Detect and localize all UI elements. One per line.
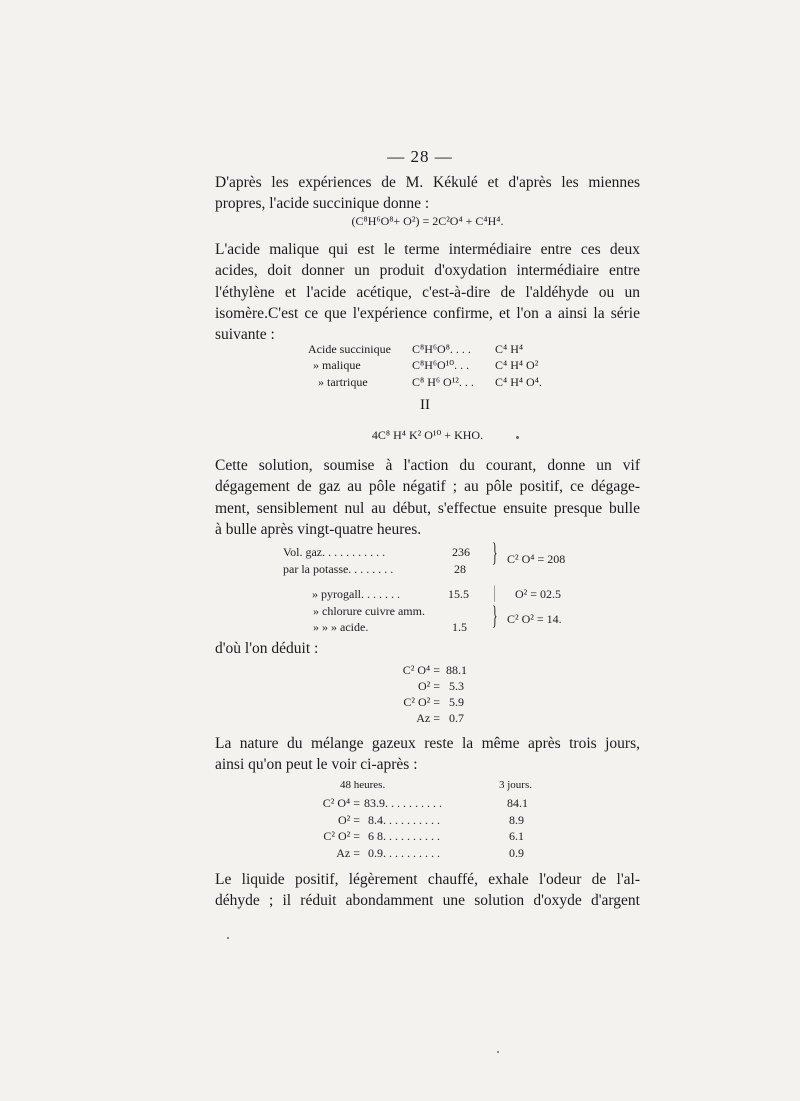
- brace: }: [492, 601, 498, 630]
- gas-result: C² O⁴ = 208: [507, 552, 566, 566]
- series-product: C⁴ H⁴ O²: [495, 358, 539, 372]
- cmp-3j: 84.1: [507, 796, 528, 810]
- col-header-3j: 3 jours.: [499, 779, 532, 791]
- gas-label: Vol. gaz. . . . . . . . . . .: [283, 545, 386, 559]
- series-name: » malique: [313, 358, 361, 372]
- gas-result: C² O² = 14.: [507, 612, 562, 626]
- cmp-3j: 8.9: [509, 813, 524, 827]
- text-line: Cette solution, soumise à l'action du courant, donne un vif: [215, 457, 640, 474]
- brace: }: [492, 538, 498, 567]
- comp-value: 0.7: [449, 711, 464, 725]
- text-line: ainsi qu'on peut le voir ci-après :: [215, 756, 418, 774]
- comp-value: 5.9: [449, 695, 464, 709]
- text-line: propres, l'acide succinique donne :: [215, 195, 430, 213]
- paragraph-nature: [215, 733, 640, 776]
- cmp-48h: 83.9. . . . . . . . . .: [364, 796, 442, 810]
- col-header-48h: 48 heures.: [340, 779, 386, 791]
- cmp-formula: C² O² =: [323, 829, 360, 843]
- comp-formula: C² O² =: [403, 695, 440, 709]
- series-name: » tartrique: [318, 375, 368, 389]
- gas-value: 15.5: [448, 587, 469, 601]
- formula-succinic: (C⁸H⁶O⁸+ O²) = 2C²O⁴ + C⁴H⁴.: [351, 214, 504, 228]
- brace: |: [494, 582, 496, 602]
- ink-speck: [516, 436, 519, 439]
- cmp-48h: 8.4. . . . . . . . . .: [368, 813, 440, 827]
- gas-label: » » » acide.: [313, 620, 369, 634]
- text-line: suivante :: [215, 326, 275, 344]
- gas-value: 28: [454, 562, 466, 576]
- paragraph-malique: [215, 239, 640, 345]
- text-line: déhyde ; il réduit abondamment une solution d'oxyde d'argent: [215, 892, 640, 910]
- text-line: dégagement de gaz au pôle négatif ; au pôle positif, ce dégage-: [215, 478, 640, 496]
- gas-value: 1.5: [452, 620, 467, 634]
- text-line: isomère.C'est ce que l'expérience confirme, et l'on a ainsi la série: [215, 304, 640, 322]
- series-product: C⁴ H⁴ O⁴.: [495, 375, 542, 389]
- series-product: C⁴ H⁴: [495, 342, 524, 356]
- cmp-formula: Az =: [336, 846, 360, 860]
- comp-value: 88.1: [446, 663, 467, 677]
- text-line: ment, sensiblement nul au début, s'effectue ensuite presque bulle: [215, 499, 640, 517]
- cmp-3j: 6.1: [509, 829, 524, 843]
- series-formula: C⁸ H⁶ O¹². . .: [412, 375, 474, 389]
- ink-speck: [227, 937, 229, 939]
- series-name: Acide succinique: [308, 342, 391, 356]
- text-line: L'acide malique qui est le terme intermédiaire entre ces deux: [215, 241, 640, 258]
- gas-label: » pyrogall. . . . . . .: [312, 587, 400, 601]
- comp-formula: Az =: [416, 711, 440, 725]
- series-formula: C⁸H⁶O⁸. . . .: [412, 342, 471, 356]
- formula-solution: 4C⁸ H⁴ K² O¹⁰ + KHO.: [371, 428, 484, 442]
- text-line: La nature du mélange gazeux reste la même après trois jours,: [215, 735, 640, 752]
- cmp-48h: 6 8. . . . . . . . . .: [368, 829, 440, 843]
- cmp-formula: C² O⁴ =: [322, 796, 360, 810]
- gas-result: O² = 02.5: [515, 587, 562, 601]
- comp-formula: C² O⁴ =: [402, 663, 440, 677]
- text-line: l'éthylène et l'acide acétique, c'est-à-dire de l'aldéhyde ou un: [215, 283, 640, 301]
- paragraph-intro: [215, 172, 640, 215]
- section-heading: II: [420, 397, 430, 413]
- paragraph-liquide: [215, 869, 640, 912]
- deduit-line: d'où l'on déduit :: [215, 640, 319, 657]
- cmp-3j: 0.9: [509, 846, 524, 860]
- comp-value: 5.3: [449, 679, 464, 693]
- gas-label: par la potasse. . . . . . . .: [283, 562, 394, 576]
- ink-speck: [497, 1051, 499, 1053]
- gas-label: » chlorure cuivre amm.: [313, 604, 425, 618]
- text-line: Le liquide positif, légèrement chauffé, exhale l'odeur de l'al-: [215, 871, 640, 888]
- series-formula: C⁸H⁶O¹⁰. . .: [412, 358, 470, 372]
- comp-formula: O² =: [417, 679, 440, 693]
- text-line: acides, doit donner un produit d'oxydation intermédiaire entre: [215, 262, 640, 280]
- cmp-48h: 0.9. . . . . . . . . .: [368, 846, 440, 860]
- text-line: à bulle après vingt-quatre heures.: [215, 520, 422, 538]
- page-number: — 28 —: [387, 147, 453, 166]
- gas-value: 236: [452, 545, 470, 559]
- text-line: D'après les expériences de M. Kékulé et d'après les miennes: [215, 174, 640, 191]
- cmp-formula: O² =: [337, 813, 360, 827]
- paragraph-solution: [215, 455, 640, 540]
